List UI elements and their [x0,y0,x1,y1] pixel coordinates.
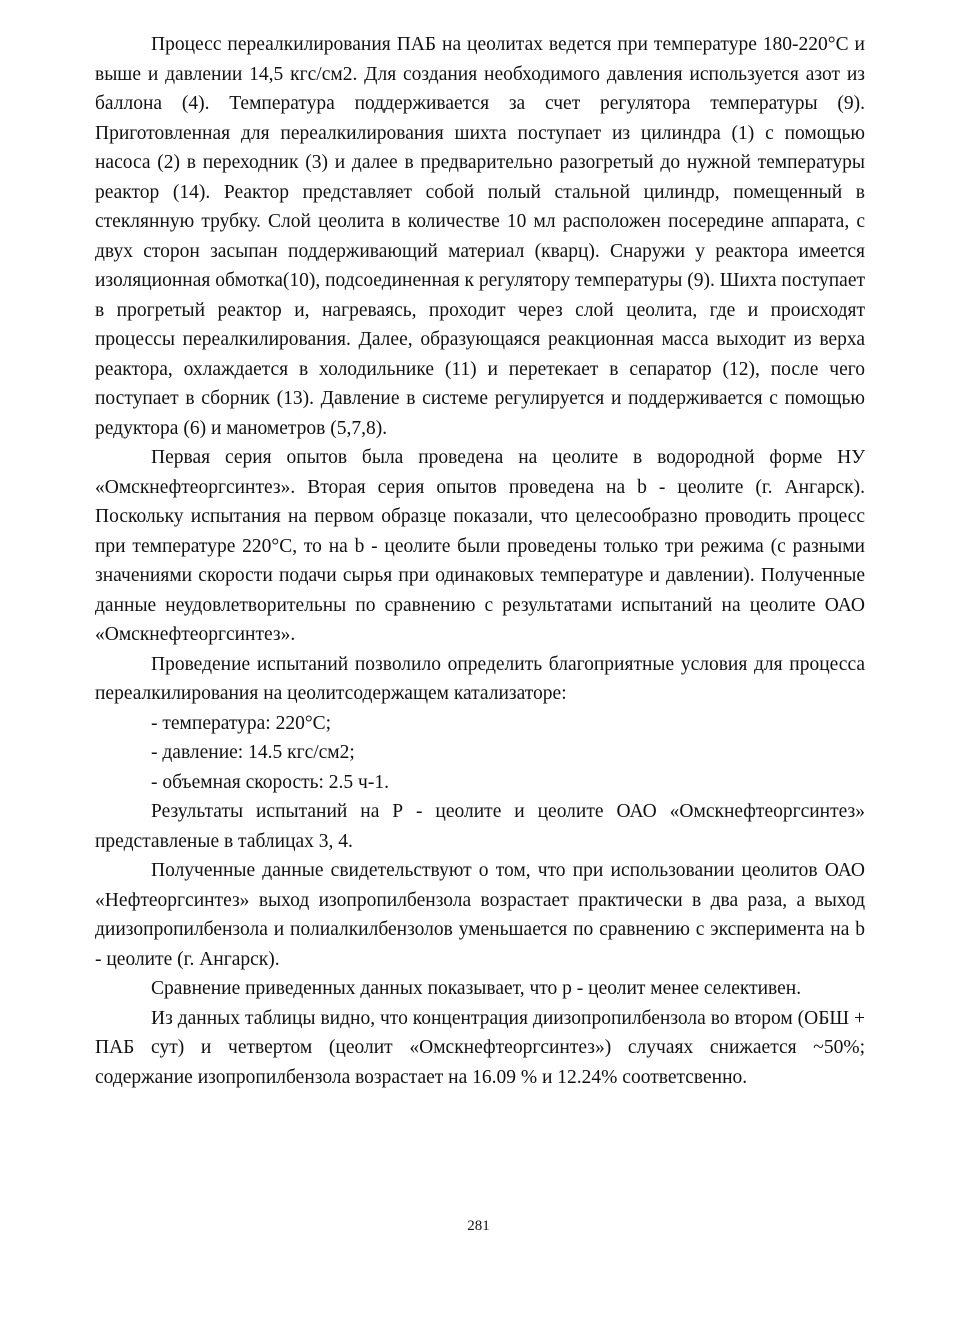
paragraph-process-description: Процесс переалкилирования ПАБ на цеолитах ведется при температуре 180-220°С и выше и давлении 14,5 кгс/см2. Для создания необходимого давления используется азот из баллона (4). Температура поддерживается за счет регулятора температуры (9). Приготовленная для переалкилирования шихта поступает из цилиндра (1) с помощью насоса (2) в переходник (3) и далее в предварительно разогретый до нужной температуры реактор (14). Реактор представляет собой полый стальной цилиндр, помещенный в стеклянную трубку. Слой цеолита в количестве 10 мл расположен посередине аппарата, с двух сторон засыпан поддерживающий материал (кварц). Снаружи у реактора имеется изоляционная обмотка(10), подсоединенная к регулятору температуры (9). Шихта поступает в прогретый реактор и, нагреваясь, проходит через слой цеолита, где и происходят процессы переалкилирования. Далее, образующаяся реакционная масса выходит из верха реактора, охлаждается в холодильнике (11) и перетекает в сепаратор (12), после чего поступает в сборник (13). Давление в системе регулируется и поддерживается с помощью редуктора (6) и манометров (5,7,8). [95,34,866,439]
paragraph-favorable-conditions: Проведение испытаний позволило определить благоприятные условия для процесса переалкилирования на цеолитсодержащем катализаторе: [95,653,865,704]
page-number: 281 [467,1218,490,1234]
document-page [95,30,865,1092]
condition-space-velocity: - объемная скорость: 2.5 ч-1. [151,771,389,793]
paragraph-concentration: Из данных таблицы видно, что концентрация диизопропилбензола во втором (ОБШ + ПАБ сут) и четвертом (цеолит «Омскнефтеоргсинтез») случаях снижается ~50%; содержание изопропилбензола возрастает на 16.09 % и 12.24% соответсвенно. [95,1007,865,1088]
paragraph-results-tables: Результаты испытаний на Р - цеолите и цеолите ОАО «Омскнефтеоргсинтез» представленые в таблицах 3, 4. [95,801,865,852]
condition-pressure: - давление: 14.5 кгс/см2; [151,742,355,763]
paragraph-yield-comparison: Полученные данные свидетельствуют о том, что при использовании цеолитов ОАО «Нефтеоргсинтез» выход изопропилбензола возрастает практически в два раза, а выход диизопропилбензола и полиалкилбензолов уменьшается по сравнению с эксперимента на b - цеолите (г. Ангарск). [95,860,865,970]
paragraph-selectivity: Сравнение приведенных данных показывает, что р - цеолит менее селективен. [151,978,802,999]
condition-temperature: - температура: 220°С; [151,712,332,734]
paragraph-experiment-series: Первая серия опытов была проведена на цеолите в водородной форме НУ «Омскнефтеоргсинтез». Вторая серия опытов проведена на b - цеолите (г. Ангарск). Поскольку испытания на первом образце показали, что целесообразно проводить процесс при температуре 220°С, то на b - цеолите были проведены только три режима (с разными значениями скорости подачи сырья при одинаковых температуре и давлении). Полученные данные неудовлетворительны по сравнению с результатами испытаний на цеолите ОАО «Омскнефтеоргсинтез». [95,447,865,645]
